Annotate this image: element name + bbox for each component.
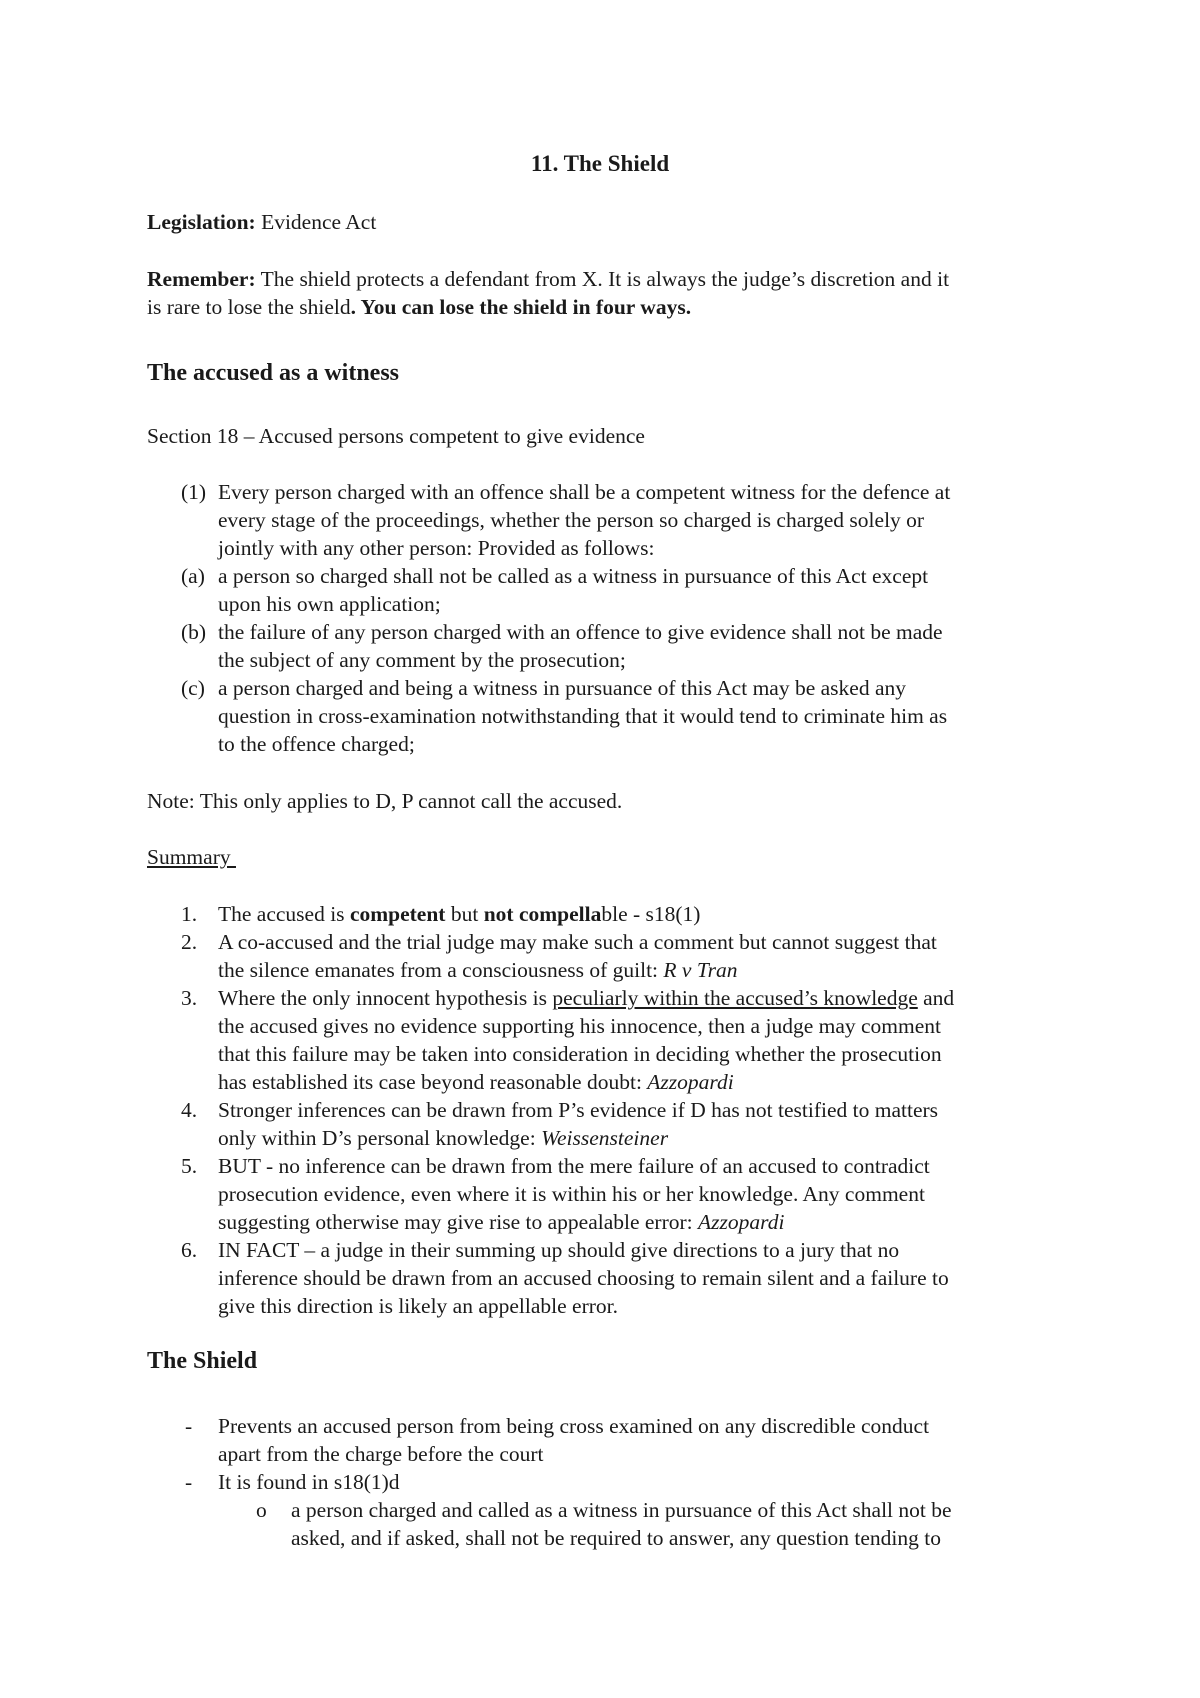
case-citation: Azzopardi: [698, 1210, 785, 1234]
section-heading: The accused as a witness: [147, 360, 400, 386]
clause-text: the failure of any person charged with an offence to give evidence shall not be made: [218, 620, 943, 644]
sub-bullet-text: asked, and if asked, shall not be required to answer, any question tending to: [291, 1526, 941, 1550]
list-marker: 3.: [181, 986, 198, 1010]
list-text: suggesting otherwise may give rise to appealable error:: [218, 1210, 699, 1234]
case-citation: Azzopardi: [647, 1070, 734, 1094]
list-text: the silence emanates from a consciousness of guilt:: [218, 958, 664, 982]
list-marker: 5.: [181, 1154, 198, 1178]
list-item: [218, 900, 700, 928]
list-text: only within D’s personal knowledge:: [218, 1126, 542, 1150]
list-marker: 6.: [181, 1238, 198, 1262]
clause-text: a person charged and being a witness in pursuance of this Act may be asked any: [218, 676, 906, 700]
list-text: BUT - no inference can be drawn from the mere failure of an accused to contradict: [218, 1154, 930, 1178]
clause-text: the subject of any comment by the prosecution;: [218, 648, 626, 672]
bullet-text: Prevents an accused person from being cross examined on any discredible conduct: [218, 1414, 930, 1438]
list-item: [218, 956, 737, 984]
clause-text: question in cross-examination notwithstanding that it would tend to criminate him as: [218, 704, 948, 728]
clause-marker: (1): [181, 480, 207, 504]
list-text: give this direction is likely an appellable error.: [218, 1294, 619, 1318]
list-text: but: [445, 902, 484, 926]
legislation-line: [147, 208, 376, 236]
list-item: [218, 1124, 668, 1152]
clause-text: a person so charged shall not be called as a witness in pursuance of this Act except: [218, 564, 929, 588]
bullet-marker: -: [185, 1414, 193, 1438]
list-marker: 4.: [181, 1098, 198, 1122]
clause-text: to the offence charged;: [218, 732, 415, 756]
clause-text: jointly with any other person: Provided as follows:: [218, 536, 655, 560]
list-underlined: peculiarly within the accused’s knowledge: [552, 986, 918, 1010]
list-marker: 2.: [181, 930, 198, 954]
remember-label: Remember:: [147, 267, 256, 291]
list-text: A co-accused and the trial judge may make such a comment but cannot suggest that: [218, 930, 937, 954]
remember-text: is rare to lose the shield: [147, 295, 351, 319]
sub-bullet-marker: o: [256, 1498, 267, 1522]
list-text: inference should be drawn from an accused choosing to remain silent and a failure to: [218, 1266, 949, 1290]
list-text: Stronger inferences can be drawn from P’s evidence if D has not testified to matters: [218, 1098, 939, 1122]
list-text: ble - s18(1): [601, 902, 701, 926]
list-text: IN FACT – a judge in their summing up should give directions to a jury that no: [218, 1238, 900, 1262]
list-emphasis: competent: [349, 902, 446, 926]
clause-text: Every person charged with an offence shall be a competent witness for the defence at: [218, 480, 951, 504]
list-emphasis: not compella: [483, 902, 602, 926]
section-title: Section 18 – Accused persons competent to give evidence: [147, 424, 645, 448]
clause-marker: (a): [181, 564, 205, 588]
remember-emphasis: . You can lose the shield in four ways.: [350, 295, 692, 319]
summary-label: Summary: [147, 845, 236, 869]
case-citation: Weissensteiner: [541, 1126, 669, 1150]
note-text: Note: This only applies to D, P cannot call the accused.: [147, 789, 623, 813]
list-text: the accused gives no evidence supporting his innocence, then a judge may comment: [218, 1014, 942, 1038]
case-citation: R v Tran: [663, 958, 738, 982]
legislation-label: Legislation:: [147, 210, 256, 234]
list-item: [218, 984, 954, 1012]
list-text: Where the only innocent hypothesis is: [218, 986, 553, 1010]
section-heading: The Shield: [147, 1348, 258, 1374]
bullet-marker: -: [185, 1470, 193, 1494]
sub-bullet-text: a person charged and called as a witness in pursuance of this Act shall not be: [291, 1498, 952, 1522]
clause-marker: (b): [181, 620, 207, 644]
list-text: prosecution evidence, even where it is within his or her knowledge. Any comment: [218, 1182, 925, 1206]
clause-text: every stage of the proceedings, whether the person so charged is charged solely or: [218, 508, 925, 532]
list-text: The accused is: [218, 902, 350, 926]
list-text: has established its case beyond reasonable doubt:: [218, 1070, 648, 1094]
list-text: that this failure may be taken into consideration in deciding whether the prosecution: [218, 1042, 942, 1066]
list-item: [218, 1068, 734, 1096]
legislation-value: Evidence Act: [261, 210, 377, 234]
list-text: and: [917, 986, 955, 1010]
remember-line-1: [147, 265, 949, 293]
clause-marker: (c): [181, 676, 205, 700]
list-item: [218, 1208, 784, 1236]
clause-text: upon his own application;: [218, 592, 441, 616]
list-marker: 1.: [181, 902, 198, 926]
bullet-text: It is found in s18(1)d: [218, 1470, 400, 1494]
remember-line-2: [147, 293, 691, 321]
remember-text: The shield protects a defendant from X. It is always the judge’s discretion and it: [260, 267, 950, 291]
page-title: 11. The Shield: [530, 151, 670, 176]
bullet-text: apart from the charge before the court: [218, 1442, 544, 1466]
